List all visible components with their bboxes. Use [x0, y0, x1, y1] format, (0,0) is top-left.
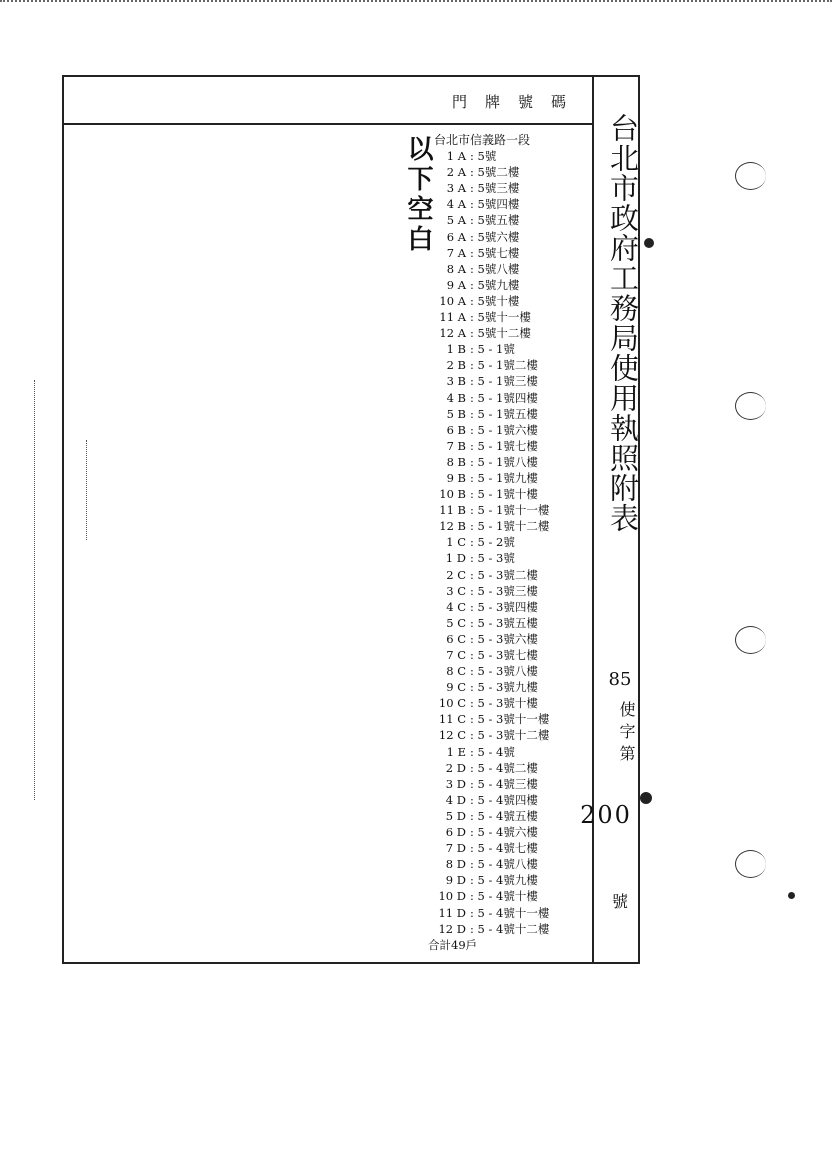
address-rows: [428, 148, 588, 937]
punch-hole-mark: [735, 392, 766, 420]
address-row: [428, 744, 588, 760]
separator: :: [470, 599, 478, 614]
address-row: [428, 856, 588, 872]
address-row: [428, 663, 588, 679]
unit-code: 8 C: [446, 664, 466, 679]
address-row: [428, 470, 588, 486]
address-row: [428, 373, 588, 389]
unit-code: 9 B: [446, 470, 466, 485]
unit-code: 5 D: [445, 808, 466, 823]
house-number: 5 - 4號二樓: [477, 760, 538, 775]
ink-blot: [788, 892, 795, 899]
separator: :: [470, 905, 478, 920]
address-row: [428, 454, 588, 470]
separator: :: [470, 857, 478, 872]
house-number: 5號十樓: [477, 293, 520, 308]
unit-code: 6 D: [445, 825, 466, 840]
house-number: 5 - 3號十二樓: [477, 728, 550, 743]
separator: :: [470, 390, 478, 405]
unit-code: 3 D: [445, 776, 466, 791]
address-row: [428, 164, 588, 180]
address-row: [428, 567, 588, 583]
unit-code: 2 D: [445, 760, 466, 775]
house-number: 5 - 1號八樓: [477, 454, 538, 469]
address-row: [428, 229, 588, 245]
permit-suffix: 號: [611, 892, 628, 911]
unit-code: 2 C: [446, 567, 466, 582]
unit-code: 8 A: [446, 261, 466, 276]
house-number: 5 - 3號七樓: [477, 648, 538, 662]
address-row: [428, 840, 588, 856]
unit-code: 3 C: [446, 583, 466, 598]
column-divider: [592, 77, 594, 962]
unit-code: 2 A: [446, 165, 466, 180]
separator: :: [470, 181, 478, 196]
house-number: 5 - 1號五樓: [477, 406, 538, 421]
house-number: 5 - 4號三樓: [477, 776, 538, 791]
separator: :: [470, 310, 478, 325]
separator: :: [470, 776, 478, 791]
house-number: 5號九樓: [477, 277, 520, 292]
unit-code: 3 B: [446, 374, 466, 389]
house-number: 5 - 4號五樓: [477, 808, 538, 823]
address-row: [428, 905, 588, 921]
house-number: 5 - 1號十二樓: [477, 519, 550, 534]
unit-code: 7 B: [446, 438, 466, 453]
house-number: 5 - 1號三樓: [477, 374, 538, 389]
separator: :: [470, 889, 478, 904]
separator: :: [470, 342, 478, 357]
unit-code: 7 D: [445, 841, 466, 856]
scan-noise-line: [34, 380, 35, 800]
house-number: 5號三樓: [477, 181, 520, 196]
unit-code: 8 D: [445, 857, 466, 872]
household-total: 合計49戶: [428, 937, 478, 952]
ink-blot: [640, 792, 652, 804]
house-number: 5 - 3號: [477, 551, 515, 566]
scan-edge-noise: [0, 0, 832, 6]
separator: :: [470, 551, 478, 566]
punch-hole-mark: [735, 162, 766, 190]
address-row: [428, 212, 588, 228]
separator: :: [470, 149, 478, 164]
separator: :: [470, 615, 478, 630]
address-row: [428, 502, 588, 518]
unit-code: 1 D: [445, 551, 466, 566]
address-row: [428, 406, 588, 422]
unit-code: 6 B: [446, 422, 466, 437]
address-row: [428, 196, 588, 212]
address-row: [428, 325, 588, 341]
separator: :: [470, 213, 478, 228]
address-row: [428, 872, 588, 888]
separator: :: [470, 277, 478, 292]
unit-code: 5 A: [446, 213, 466, 228]
house-number: 5 - 4號十二樓: [477, 921, 550, 936]
separator: :: [470, 825, 478, 840]
separator: :: [470, 519, 478, 534]
unit-code: 12 D: [438, 921, 466, 936]
unit-code: 2 B: [446, 358, 466, 373]
address-row: [428, 261, 588, 277]
house-number: 5 - 4號八樓: [477, 857, 538, 872]
unit-code: 6 C: [446, 631, 466, 646]
column-header: 門牌號碼: [451, 93, 584, 111]
address-row: [428, 679, 588, 695]
unit-code: 10 B: [439, 487, 466, 502]
house-number: 5號四樓: [477, 197, 520, 212]
unit-code: 11 B: [439, 503, 466, 518]
separator: :: [470, 261, 478, 276]
house-number: 5 - 4號十一樓: [477, 905, 550, 920]
permit-number: 200: [580, 801, 632, 829]
unit-code: 6 A: [446, 229, 466, 244]
house-number: 5 - 3號六樓: [477, 631, 538, 646]
separator: :: [470, 406, 478, 421]
house-number: 5 - 3號三樓: [477, 583, 538, 598]
separator: :: [470, 358, 478, 373]
separator: :: [470, 631, 478, 646]
address-row: [428, 727, 588, 743]
address-row: [428, 824, 588, 840]
ink-blot: [644, 238, 654, 248]
house-number: 5 - 3號二樓: [477, 567, 538, 582]
house-number: 5 - 3號五樓: [477, 615, 538, 630]
separator: :: [470, 583, 478, 598]
separator: :: [470, 197, 478, 212]
unit-code: 12 A: [439, 326, 466, 341]
punch-hole-mark: [735, 626, 766, 654]
unit-code: 10 D: [438, 889, 466, 904]
address-row: [428, 341, 588, 357]
unit-code: 4 D: [445, 792, 466, 807]
house-number: 5號: [477, 149, 497, 164]
unit-code: 11 C: [438, 712, 466, 727]
unit-code: 12 C: [438, 728, 466, 743]
address-row: [428, 390, 588, 406]
separator: :: [470, 487, 478, 502]
unit-code: 11 D: [438, 905, 466, 920]
address-row: [428, 438, 588, 454]
house-number: 5 - 1號二樓: [477, 358, 538, 373]
permit-word: 使字第: [617, 701, 636, 767]
unit-code: 5 B: [446, 406, 466, 421]
house-number: 5 - 1號: [477, 342, 515, 357]
unit-code: 5 C: [446, 615, 466, 630]
separator: :: [470, 873, 478, 888]
separator: :: [470, 165, 478, 180]
unit-code: 3 A: [446, 181, 466, 196]
separator: :: [470, 744, 478, 759]
address-row: [428, 776, 588, 792]
address-row: [428, 550, 588, 566]
unit-code: 9 D: [445, 873, 466, 888]
house-number: 5 - 1號六樓: [477, 422, 538, 437]
separator: :: [470, 293, 478, 308]
house-number: 5號二樓: [477, 165, 520, 180]
separator: :: [470, 422, 478, 437]
road-name: 台北市信義路一段: [434, 133, 531, 147]
unit-code: 4 B: [446, 390, 466, 405]
unit-code: 8 B: [446, 454, 466, 469]
separator: :: [470, 470, 478, 485]
address-row: [428, 180, 588, 196]
house-number: 5號十一樓: [477, 310, 531, 325]
address-row: [428, 631, 588, 647]
separator: :: [470, 245, 478, 260]
house-number: 5號八樓: [477, 261, 520, 276]
address-row: [428, 711, 588, 727]
house-number: 5號六樓: [477, 229, 520, 244]
unit-code: 10 A: [439, 293, 466, 308]
house-number: 5 - 1號四樓: [477, 390, 538, 405]
unit-code: 1 A: [446, 149, 466, 164]
separator: :: [470, 712, 478, 727]
separator: :: [470, 648, 478, 662]
unit-code: 9 C: [446, 680, 466, 695]
separator: :: [470, 808, 478, 823]
separator: :: [470, 680, 478, 695]
separator: :: [470, 664, 478, 679]
unit-code: 9 A: [446, 277, 466, 292]
separator: :: [470, 841, 478, 856]
separator: :: [470, 438, 478, 453]
unit-code: 11 A: [439, 310, 466, 325]
separator: :: [470, 229, 478, 244]
address-row: [428, 309, 588, 325]
house-number: 5號十二樓: [477, 326, 531, 341]
house-number: 5 - 4號十樓: [477, 889, 538, 904]
address-row: [428, 583, 588, 599]
house-number: 5 - 3號十一樓: [477, 712, 550, 727]
house-number: 5 - 4號六樓: [477, 825, 538, 840]
document-title: 台北市政府工務局使用執照附表: [606, 113, 640, 533]
house-number: 5 - 4號四樓: [477, 792, 538, 807]
house-number: 5號五樓: [477, 213, 520, 228]
unit-code: 7 C: [446, 648, 466, 662]
separator: :: [470, 696, 478, 711]
unit-code: 12 B: [439, 519, 466, 534]
address-row: [428, 921, 588, 937]
house-number: 5 - 3號八樓: [477, 664, 538, 679]
address-row: [428, 615, 588, 631]
unit-code: 4 A: [446, 197, 466, 212]
separator: :: [470, 792, 478, 807]
blank-below-note: 以下空白: [403, 135, 433, 255]
house-number: 5 - 1號九樓: [477, 470, 538, 485]
house-number: 5號七樓: [477, 245, 520, 260]
unit-code: 1 E: [446, 744, 466, 759]
address-row: [428, 695, 588, 711]
separator: :: [470, 535, 478, 550]
address-row: [428, 760, 588, 776]
house-number: 5 - 4號七樓: [477, 841, 538, 856]
address-row: [428, 422, 588, 438]
punch-hole-mark: [735, 850, 766, 878]
address-row: [428, 792, 588, 808]
house-number: 5 - 1號十一樓: [477, 503, 550, 518]
unit-code: 7 A: [446, 245, 466, 260]
address-row: [428, 277, 588, 293]
address-row: [428, 808, 588, 824]
address-row: [428, 518, 588, 534]
attachment-form: [62, 75, 640, 964]
address-row: [428, 486, 588, 502]
scan-noise-line: [86, 440, 87, 540]
separator: :: [470, 760, 478, 775]
house-number: 5 - 3號十樓: [477, 696, 538, 711]
address-row: [428, 245, 588, 261]
house-number: 5 - 4號: [477, 744, 515, 759]
separator: :: [470, 503, 478, 518]
permit-year: 85: [608, 669, 632, 690]
separator: :: [470, 567, 478, 582]
address-list: [428, 132, 588, 953]
address-row: [428, 647, 588, 663]
house-number: 5 - 3號四樓: [477, 599, 538, 614]
address-row: [428, 293, 588, 309]
unit-code: 10 C: [438, 696, 466, 711]
header-rule: [64, 123, 592, 125]
house-number: 5 - 4號九樓: [477, 873, 538, 888]
unit-code: 1 B: [446, 342, 466, 357]
house-number: 5 - 3號九樓: [477, 680, 538, 695]
unit-code: 1 C: [446, 535, 466, 550]
separator: :: [470, 326, 478, 341]
address-row: [428, 357, 588, 373]
separator: :: [470, 728, 478, 743]
address-row: [428, 534, 588, 550]
house-number: 5 - 1號十樓: [477, 487, 538, 502]
separator: :: [470, 374, 478, 389]
separator: :: [470, 454, 478, 469]
unit-code: 4 C: [446, 599, 466, 614]
address-row: [428, 148, 588, 164]
house-number: 5 - 2號: [477, 535, 515, 550]
address-row: [428, 599, 588, 615]
address-row: [428, 888, 588, 904]
house-number: 5 - 1號七樓: [477, 438, 538, 453]
separator: :: [470, 921, 478, 936]
